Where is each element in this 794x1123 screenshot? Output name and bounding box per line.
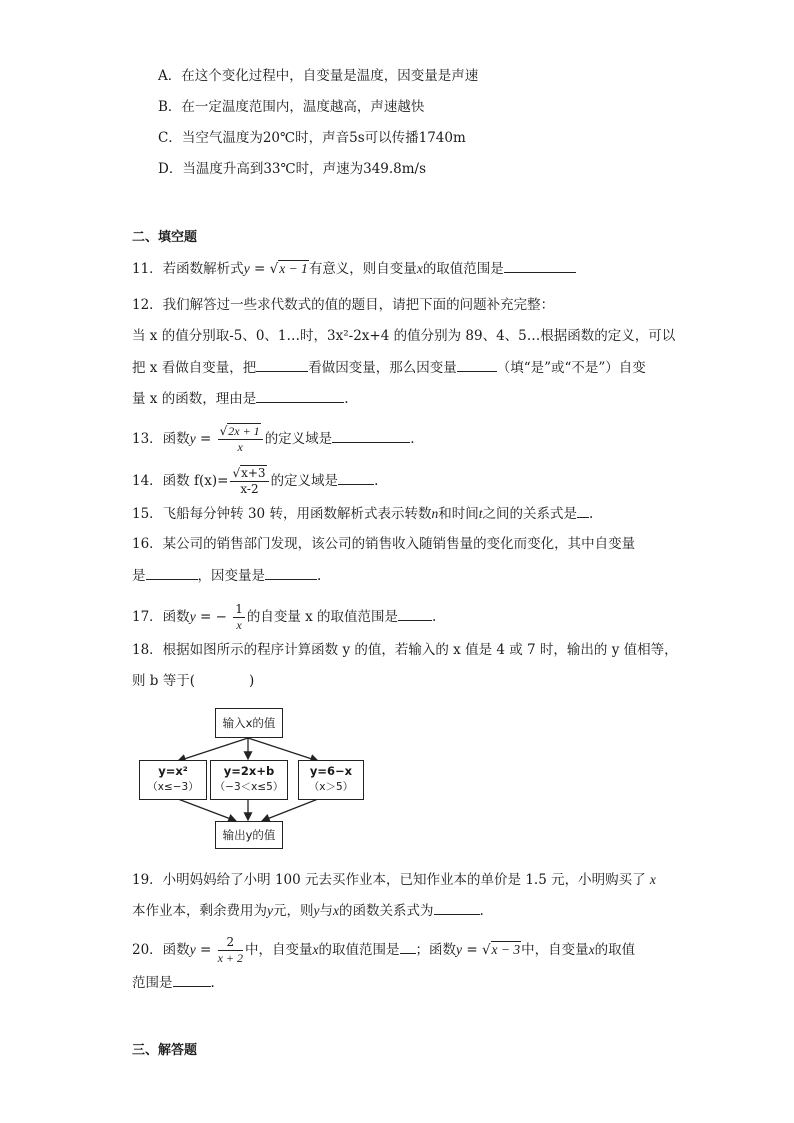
question-13: 13．函数y = $\frac{√2x + 1}{x}$ 的定义域是 . (132, 424, 415, 454)
question-12-line2: 当 x 的值分别取-5、0、1…时，3x²-2x+4 的值分别为 89、4、5…根据函数的定义，可以 (132, 328, 676, 344)
question-19-line1: 19．小明妈妈给了小明 100 元去买作业本，已知作业本的单价是 1.5 元，小明购买了 x (132, 872, 656, 888)
question-16-line1: 16．某公司的销售部门发现，该公司的销售收入随销售量的变化而变化，其中自变量 (132, 536, 636, 552)
flowchart-input-box: 输入x的值 (215, 708, 283, 738)
question-20-line2: 范围是 . (132, 972, 215, 993)
flowchart-branch-right: y=6−x （x＞5） (298, 760, 364, 800)
option-a: A．在这个变化过程中，自变量是温度，因变量是声速 (158, 68, 479, 84)
answer-blank[interactable] (434, 900, 480, 915)
option-b: B．在一定温度范围内，温度越高，声速越快 (158, 99, 425, 115)
question-16-line2: 是 ，因变量是 . (132, 565, 321, 586)
flowchart-output-box: 输出y的值 (215, 821, 283, 849)
question-12-line4: 量 x 的函数，理由是 . (132, 388, 349, 409)
answer-blank[interactable] (400, 939, 416, 954)
question-18-line1: 18．根据如图所示的程序计算函数 y 的值，若输入的 x 值是 4 或 7 时，输出的 y 值相等， (132, 642, 678, 658)
question-11: 11．若函数解析式y = √x − 1有意义，则自变量x的取值范围是 (132, 258, 576, 279)
option-c: C．当空气温度为20℃时，声音5s可以传播1740m (158, 130, 466, 146)
flowchart-branch-left: y=x² （x≤−3） (139, 760, 207, 800)
flowchart-branch-middle: y=2x+b （−3＜x≤5） (210, 760, 288, 800)
section-title-answer: 三、解答题 (132, 1043, 198, 1058)
section-title-fill-blank: 二、填空题 (132, 230, 198, 245)
answer-blank[interactable] (173, 972, 211, 987)
question-20-line1: 20．函数y = $\frac{2}{x + 2}$ 中，自变量x的取值范围是 ；函数y = √x − 3中，自变量x的取值 (132, 935, 636, 965)
question-19-line2: 本作业本，剩余费用为y元，则y与x的函数关系式为 . (132, 900, 484, 921)
question-17: 17．函数y = − $\frac{1}{x}$ 的自变量 x 的取值范围是 . (132, 602, 437, 632)
question-15: 15．飞船每分钟转 30 转，用函数解析式表示转数n和时间t之间的关系式是 . (132, 503, 593, 524)
option-d: D．当温度升高到33℃时，声速为349.8m/s (158, 161, 427, 177)
question-12-line1: 12．我们解答过一些求代数式的值的题目，请把下面的问题补充完整： (132, 297, 555, 313)
question-12-line3: 把 x 看做自变量，把 看做因变量，那么因变量 （填“是”或“不是”）自变 (132, 357, 646, 378)
question-14: 14．函数 f(x)= $\frac{√x+3}{x-2}$ 的定义域是 . (132, 466, 379, 496)
question-18-line2: 则 b 等于( ) (132, 673, 255, 689)
